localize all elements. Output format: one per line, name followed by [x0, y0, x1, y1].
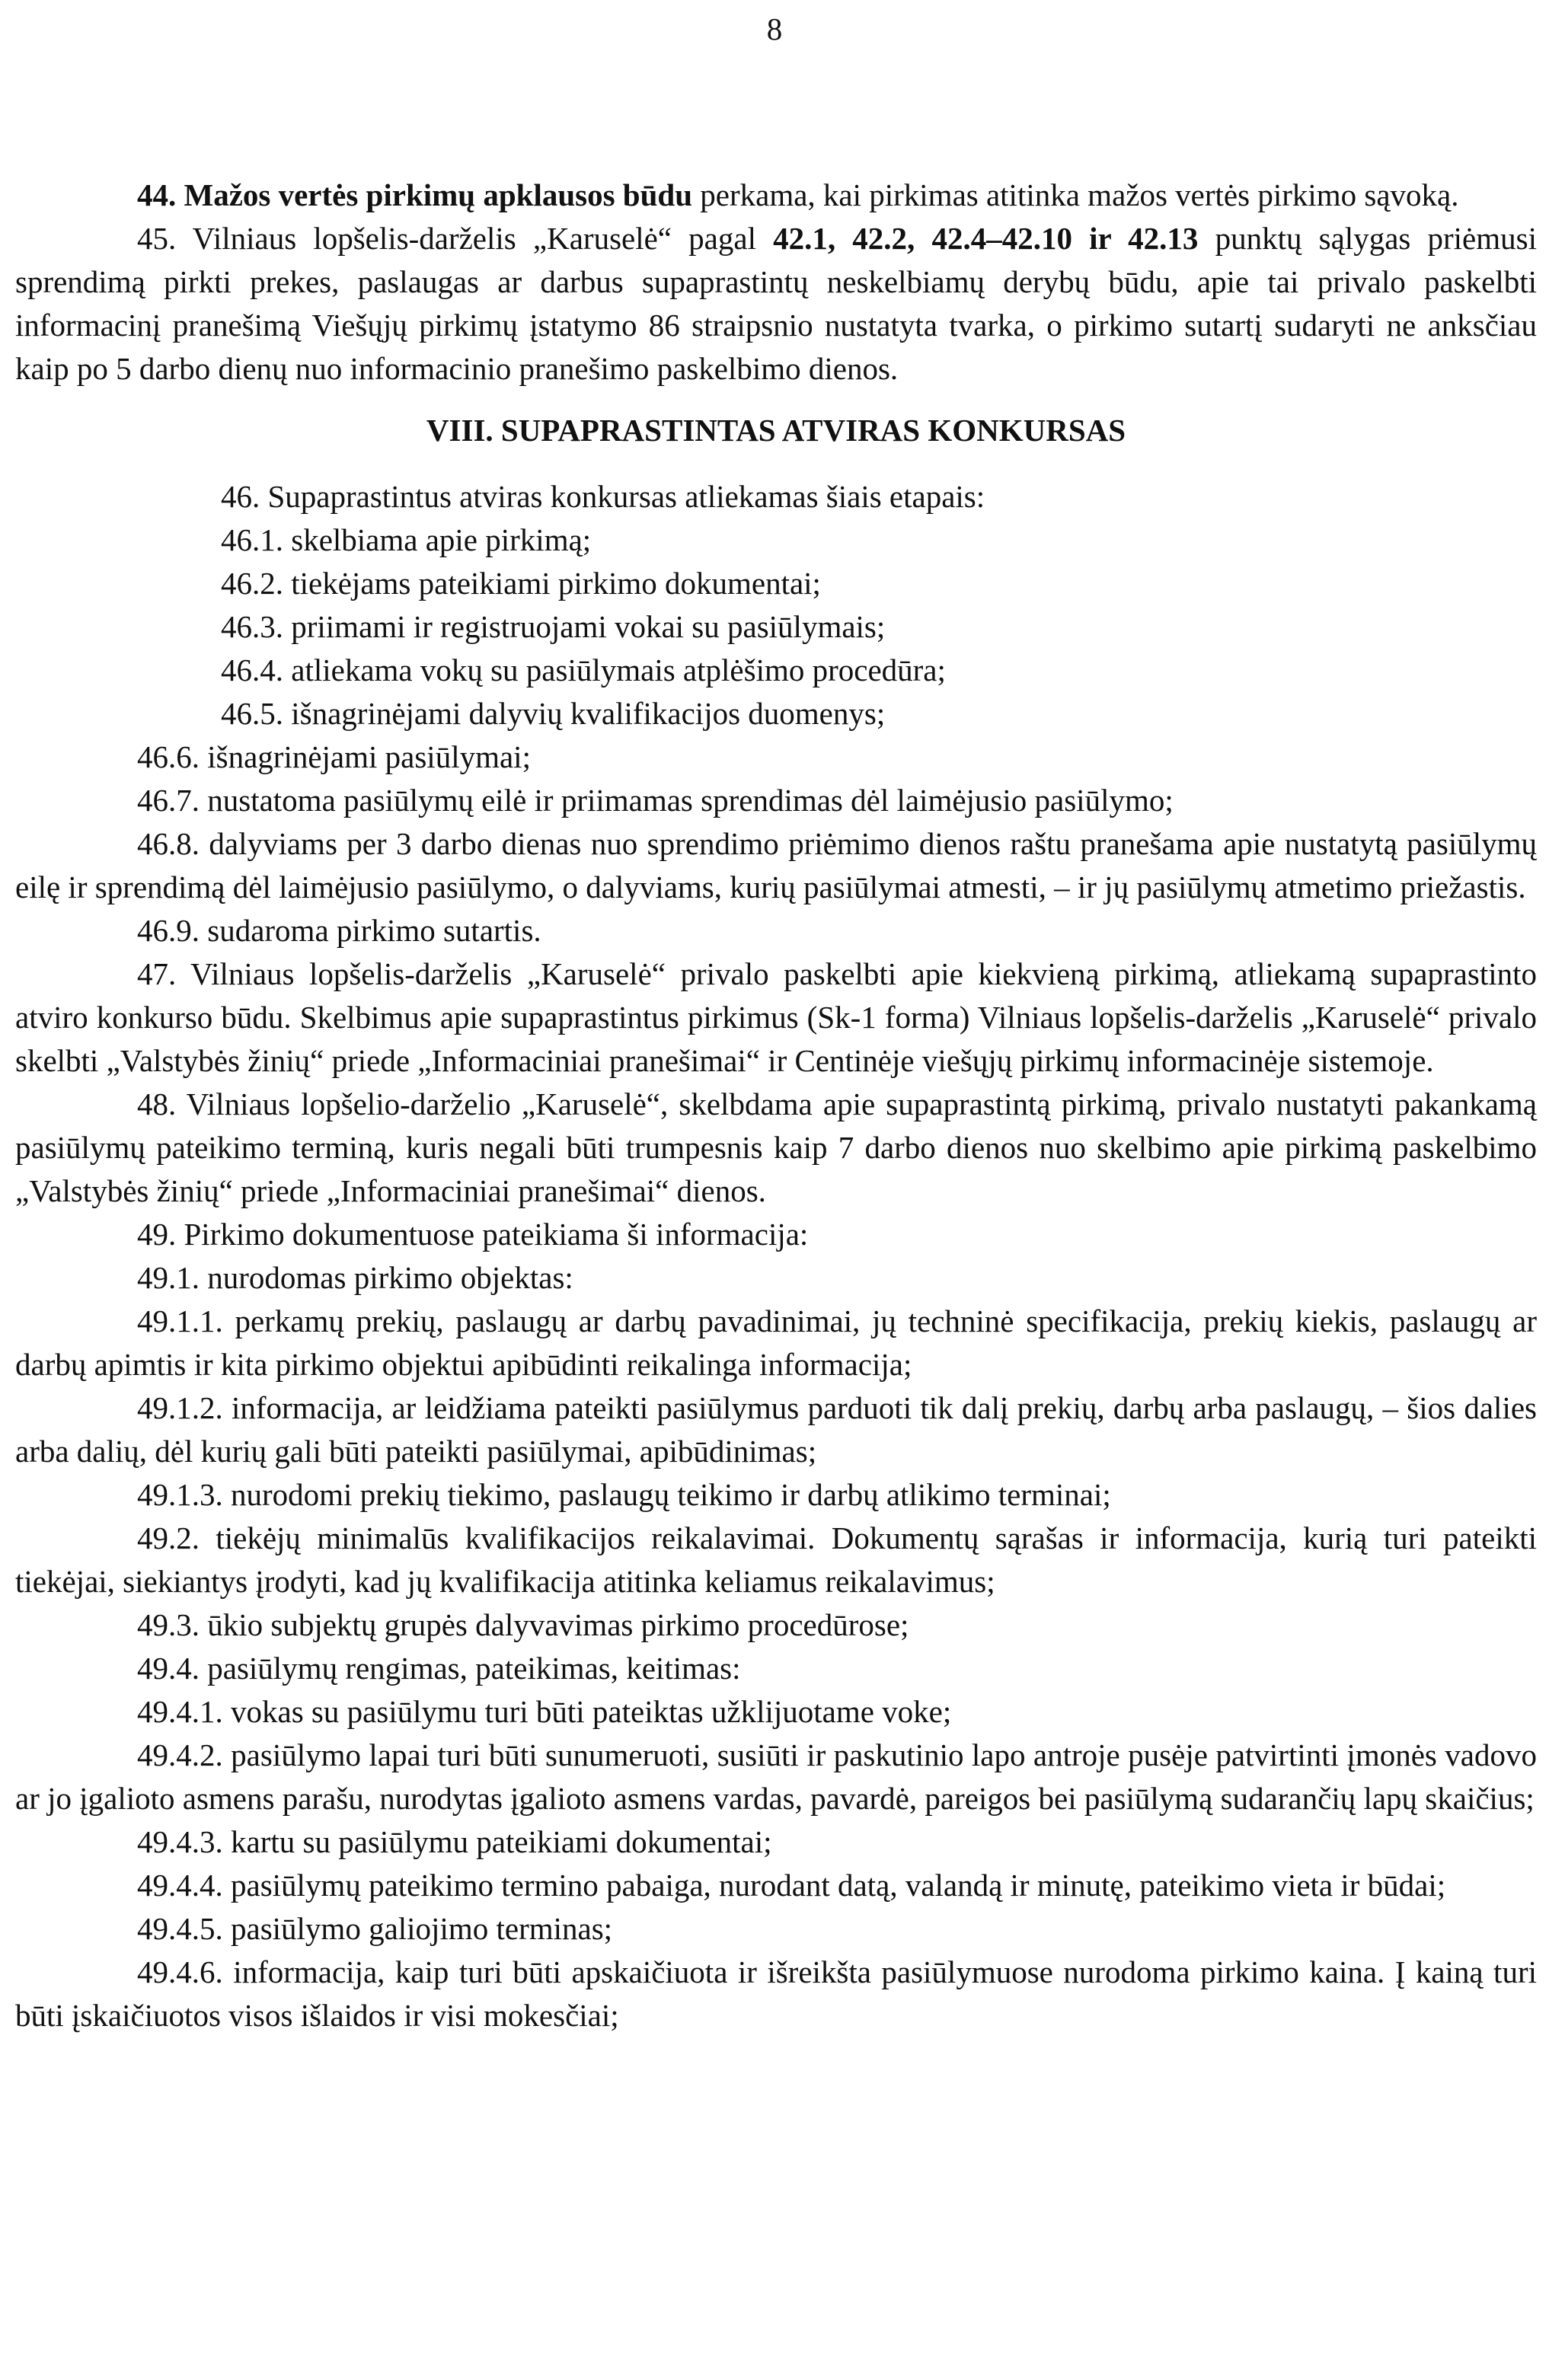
- paragraph-49-4-2: 49.4.2. pasiūlymo lapai turi būti sunumeruoti, susiūti ir paskutinio lapo antroje pusėje patvirtinti įmonės vadovo ar jo įgalioto asmens parašu, nurodytas įgalioto asmens vardas, pavardė, pareigos bei pasiūlymą sudarančių lapų skaičius;: [15, 1737, 1537, 1816]
- paragraph-49: 49. Pirkimo dokumentuose pateikiama ši informacija:: [137, 1217, 809, 1252]
- paragraph-46-5: 46.5. išnagrinėjami dalyvių kvalifikacijos duomenys;: [221, 696, 886, 731]
- paragraph-44: [15, 174, 1537, 217]
- paragraph-49-3: 49.3. ūkio subjektų grupės dalyvavimas pirkimo procedūrose;: [137, 1607, 909, 1642]
- bold-references: 42.1, 42.2, 42.4–42.10 ir 42.13: [773, 221, 1199, 256]
- paragraph-46-4: 46.4. atliekama vokų su pasiūlymais atplėšimo procedūra;: [221, 652, 946, 688]
- document-body: [15, 174, 1537, 2037]
- paragraph-49-4-6: 49.4.6. informacija, kaip turi būti apskaičiuota ir išreikšta pasiūlymuose nurodoma pirkimo kaina. Į kainą turi būti įskaičiuotos visos išlaidos ir visi mokesčiai;: [15, 1954, 1537, 2033]
- paragraph-46-2: 46.2. tiekėjams pateikiami pirkimo dokumentai;: [221, 566, 821, 601]
- section-heading: VIII. SUPAPRASTINTAS ATVIRAS KONKURSAS: [426, 413, 1126, 448]
- paragraph-49-1-2: 49.1.2. informacija, ar leidžiama pateikti pasiūlymus parduoti tik dalį prekių, darbų arba paslaugų, – šios dalies arba dalių, dėl kurių gali būti pateikti pasiūlymai, apibūdinimas;: [15, 1390, 1537, 1469]
- paragraph-text: perkama, kai pirkimas atitinka mažos vertės pirkimo sąvoką.: [692, 177, 1459, 212]
- paragraph-49-2: 49.2. tiekėjų minimalūs kvalifikacijos reikalavimai. Dokumentų sąrašas ir informacija, kurią turi pateikti tiekėjai, siekiantys įrodyti, kad jų kvalifikacija atitinka keliamus reikalavimus;: [15, 1520, 1537, 1599]
- paragraph-49-4-1: 49.4.1. vokas su pasiūlymu turi būti pateiktas užklijuotame voke;: [137, 1694, 952, 1729]
- paragraph-49-4-5: 49.4.5. pasiūlymo galiojimo terminas;: [137, 1911, 613, 1946]
- paragraph-49-1: 49.1. nurodomas pirkimo objektas:: [137, 1260, 573, 1295]
- paragraph-46-9: 46.9. sudaroma pirkimo sutartis.: [137, 913, 541, 948]
- paragraph-49-1-1: 49.1.1. perkamų prekių, paslaugų ar darbų pavadinimai, jų techninė specifikacija, prekių kiekis, paslaugų ar darbų apimtis ir kita pirkimo objektui apibūdinti reikalinga informacija;: [15, 1303, 1537, 1382]
- paragraph-49-4-3: 49.4.3. kartu su pasiūlymu pateikiami dokumentai;: [137, 1824, 772, 1859]
- paragraph-46-3: 46.3. priimami ir registruojami vokai su pasiūlymais;: [221, 609, 886, 644]
- paragraph-46-6: 46.6. išnagrinėjami pasiūlymai;: [137, 739, 531, 774]
- paragraph-47: 47. Vilniaus lopšelis-darželis „Karuselė“ privalo paskelbti apie kiekvieną pirkimą, atliekamą supaprastinto atviro konkurso būdu. Skelbimus apie supaprastintus pirkimus (Sk-1 forma) Vilniaus lopšelis-darželis „Karuselė“ privalo skelbti „Valstybės žinių“ priede „Informaciniai pranešimai“ ir Centinėje viešųjų pirkimų informacinėje sistemoje.: [15, 956, 1537, 1078]
- paragraph-48: 48. Vilniaus lopšelio-darželio „Karuselė“, skelbdama apie supaprastintą pirkimą, privalo nustatyti pakankamą pasiūlymų pateikimo terminą, kuris negali būti trumpesnis kaip 7 darbo dienos nuo skelbimo apie pirkimą paskelbimo „Valstybės žinių“ priede „Informaciniai pranešimai“ dienos.: [15, 1086, 1537, 1208]
- paragraph-46-7: 46.7. nustatoma pasiūlymų eilė ir priimamas sprendimas dėl laimėjusio pasiūlymo;: [137, 783, 1174, 818]
- paragraph-49-4: 49.4. pasiūlymų rengimas, pateikimas, keitimas:: [137, 1651, 741, 1686]
- paragraph-45: [15, 217, 1537, 391]
- page-number: 8: [766, 11, 783, 46]
- paragraph-49-4-4: 49.4.4. pasiūlymų pateikimo termino pabaiga, nurodant datą, valandą ir minutę, pateikimo vieta ir būdai;: [137, 1868, 1446, 1903]
- bold-term: 44. Mažos vertės pirkimų apklausos būdu: [137, 177, 693, 212]
- paragraph-49-1-3: 49.1.3. nurodomi prekių tiekimo, paslaugų teikimo ir darbų atlikimo terminai;: [137, 1477, 1111, 1512]
- paragraph-46-1: 46.1. skelbiama apie pirkimą;: [221, 522, 592, 557]
- paragraph-46-8: 46.8. dalyviams per 3 darbo dienas nuo sprendimo priėmimo dienos raštu pranešama apie nustatytą pasiūlymų eilę ir sprendimą dėl laimėjusio pasiūlymo, o dalyviams, kurių pasiūlymai atmesti, – ir jų pasiūlymų atmetimo priežastis.: [15, 826, 1537, 904]
- paragraph-text: 45. Vilniaus lopšelis-darželis „Karuselė“ pagal: [137, 221, 774, 256]
- paragraph-46: 46. Supaprastintus atviras konkursas atliekamas šiais etapais:: [221, 479, 985, 514]
- paragraph-text: punktų sąlygas priėmusi sprendimą pirkti prekes, paslaugas ar darbus supaprastintų neskelbiamų derybų būdu, apie tai privalo paskelbti informacinį pranešimą Viešųjų pirkimų įstatymo 86 straipsnio nustatyta tvarka, o pirkimo sutartį sudaryti ne anksčiau kaip po 5 darbo dienų nuo informacinio pranešimo paskelbimo dienos.: [15, 221, 1537, 386]
